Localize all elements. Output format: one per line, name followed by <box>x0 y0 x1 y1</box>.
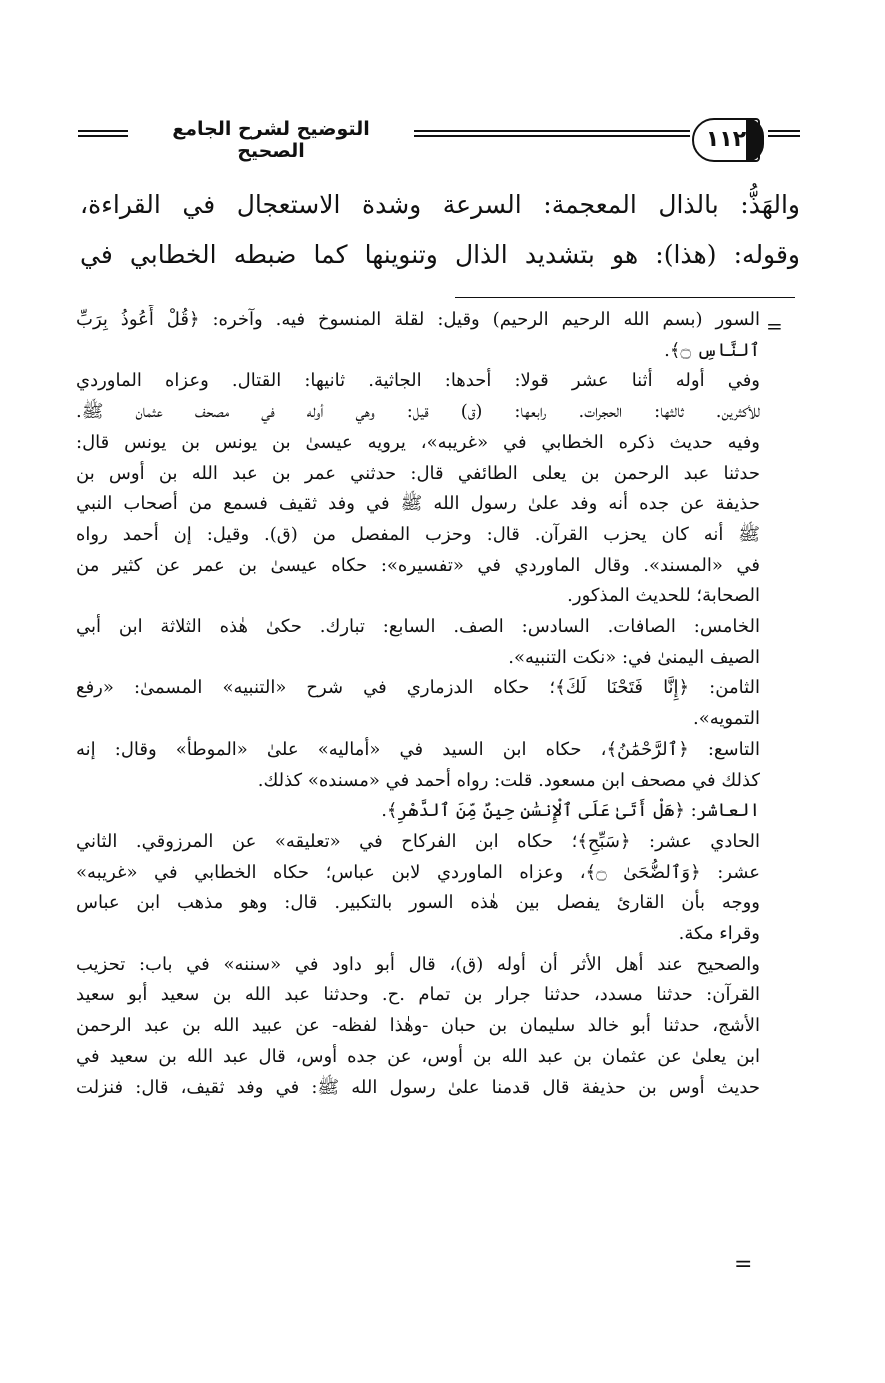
running-header <box>78 118 800 162</box>
footnote-line: للأكثرين. ثالثها: الحجرات. رابعها: (ق) قيل: وهي أوله في مصحف عثمان ﷺ. <box>76 401 760 423</box>
footnote-line: كذلك في مصحف ابن مسعود. قلت: رواه أحمد في «مسنده» كذلك. <box>257 769 760 791</box>
header-rule-right <box>768 130 800 140</box>
footnote-continuation-mark: = <box>766 314 783 338</box>
header-rule-middle <box>414 130 690 140</box>
header-rule-left <box>78 130 128 140</box>
footnote-line: الصيف اليمنىٰ في: «نكت التنبيه». <box>508 646 760 668</box>
footnote-line: التاسع: ﴿ٱلرَّحْمَٰنُ﴾، حكاه ابن السيد في «أماليه» علىٰ «الموطأ» وقال: إنه <box>76 738 760 760</box>
footnote-line: القرآن: حدثنا مسدد، حدثنا جرار بن تمام .ح. وحدثنا عبد الله بن سعيد أبو سعيد <box>76 984 760 1006</box>
footnote-continues-mark: = <box>734 1252 753 1277</box>
footnote-line: ووجه بأن القارئ يفصل بين هٰذه السور بالتكبير. قال: وهو مذهب ابن عباس <box>76 892 760 914</box>
footnote-line: التمويه». <box>692 708 760 730</box>
footnote-line: ٱلنَّاسِ ۝﴾. <box>664 339 760 361</box>
footnote-line: في «المسند». وقال الماوردي في «تفسيره»: حكاه عيسىٰ بن عمر عن كثير من <box>76 554 760 576</box>
footnotes <box>76 305 760 1103</box>
page-number: ١١٢ <box>692 118 760 162</box>
footnote-line: ابن يعلىٰ عن عثمان بن عبد الله بن أوس، عن جده أوس، قال عبد الله بن سعيد في <box>76 1045 760 1067</box>
footnote-line: عشر: ﴿وَٱلضُّحَىٰ ۝﴾، وعزاه الماوردي لابن عباس؛ حكاه الخطابي في «غريبه» <box>76 861 760 883</box>
footnote-line: الأشج، حدثنا أبو خالد سليمان بن حبان -وهٰذا لفظه- عن عبيد الله بن عبد الرحمن <box>76 1015 760 1037</box>
book-title: التوضيح لشرح الجامع الصحيح <box>172 118 370 162</box>
footnote-line: السور (بسم الله الرحيم الرحيم) وقيل: لقلة المنسوخ فيه. وآخره: ﴿قُلْ أَعُوذُ بِرَبِّ <box>76 309 760 330</box>
footnote-line: وفي أوله أثنا عشر قولا: أحدها: الجاثية. ثانيها: القتال. وعزاه الماوردي <box>76 370 760 392</box>
footnote-line: العاشر: ﴿هَلْ أَتَىٰ عَلَى ٱلْإِنسَٰنِ حِينٌ مِّنَ ٱلدَّهْرِ﴾. <box>381 800 760 822</box>
footnote-line: والصحيح عند أهل الأثر أن أوله (ق)، قال أبو داود في «سننه» في باب: تحزيب <box>76 953 760 975</box>
footnote-line: الثامن: ﴿إِنَّا فَتَحْنَا لَكَ﴾؛ حكاه الدزماري في شرح «التنبيه» المسمىٰ: «رفع <box>76 677 760 699</box>
footnote-line: وفيه حديث ذكره الخطابي في «غريبه»، يرويه عيسىٰ بن يونس بن يونس قال: <box>76 431 760 453</box>
main-text <box>80 180 800 280</box>
footnote-line: الخامس: الصافات. السادس: الصف. السابع: تبارك. حكىٰ هٰذه الثلاثة ابن أبي <box>76 616 760 638</box>
footnote-line: الحادي عشر: ﴿سَبِّحِ﴾؛ حكاه ابن الفركاح في «تعليقه» عن المرزوقي. الثاني <box>76 830 760 852</box>
footnote-line: وقراء مكة. <box>678 923 760 945</box>
footnote-line: الصحابة؛ للحديث المذكور. <box>567 585 760 607</box>
main-line: وقوله: (هذا): هو بتشديد الذال وتنوينها كما ضبطه الخطابي في <box>80 240 800 269</box>
main-line: والهَذُّ: بالذال المعجمة: السرعة وشدة الاستعجال في القراءة، <box>80 190 800 219</box>
footnote-line: حدثنا عبد الرحمن بن يعلى الطائفي قال: حدثني عمر بن عبد الله بن أوس بن <box>76 462 760 484</box>
footnote-line: ﷺ أنه كان يحزب القرآن. قال: وحزب المفصل من (ق). وقيل: إن أحمد رواه <box>76 523 760 545</box>
footnote-line: حذيفة عن جده أنه وفد علىٰ رسول الله ﷺ في وفد ثقيف فسمع من أصحاب النبي <box>76 493 760 515</box>
footnote-separator <box>455 297 795 298</box>
footnote-line: حديث أوس بن حذيفة قال قدمنا علىٰ رسول الله ﷺ: في وفد ثقيف، قال: فنزلت <box>76 1076 760 1098</box>
